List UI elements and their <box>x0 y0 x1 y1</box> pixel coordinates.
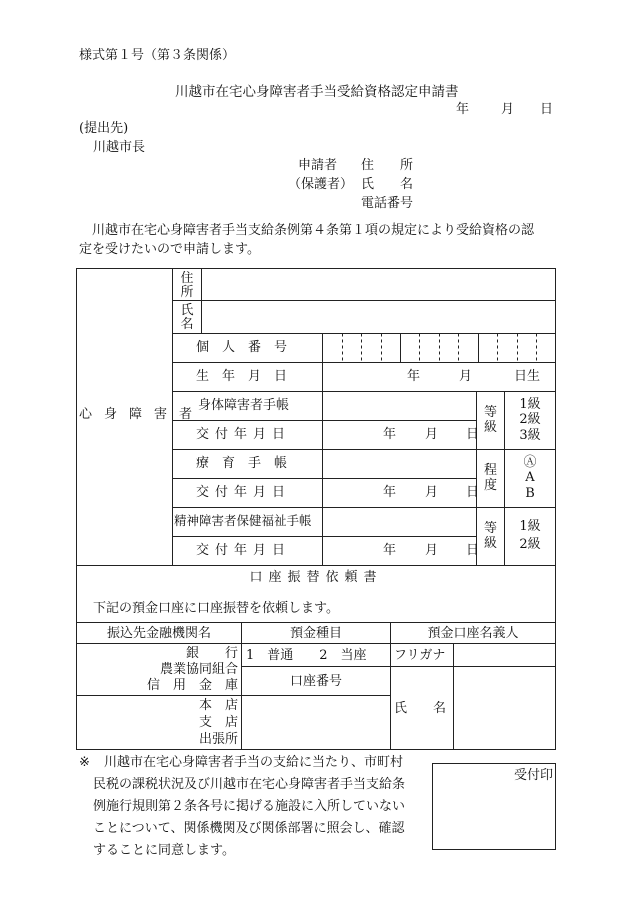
applicant-name-label: 氏 名 <box>361 177 414 192</box>
mental-health-book-label: 精神障害者保健福祉手帳 <box>174 513 312 528</box>
applicant-phone-label: 電話番号 <box>361 196 414 211</box>
col-holder-header: 預金口座名義人 <box>427 626 519 641</box>
submit-to-label: (提出先) <box>79 121 129 136</box>
my-number-label: 個 人 番 号 <box>196 340 288 355</box>
body-text-line1: 川越市在宅心身障害者手当支給条例第４条第１項の規定により受給資格の認 <box>79 223 535 238</box>
consent-note-line3: 例施行規則第２条各号に掲げる施設に入所していない <box>93 799 406 814</box>
birth-year-unit: 年 <box>407 369 421 384</box>
consent-note-line2: 民税の課税状況及び川越市在宅心身障害者手当支給条 <box>93 777 406 792</box>
ryoiku-issue-day-unit: 日 <box>466 485 480 500</box>
furigana-label: フリガナ <box>394 648 446 663</box>
reception-stamp-label: 受付印 <box>514 768 554 783</box>
date-day-label: 日 <box>540 102 554 117</box>
birth-month-unit: 月 <box>459 369 473 384</box>
mental-issue-date-label: 交付年月日 <box>196 543 292 558</box>
mental-grade-2[interactable]: 2級 <box>519 537 541 552</box>
birth-day-unit: 日生 <box>514 369 541 384</box>
holder-name-label: 氏 名 <box>394 701 447 716</box>
physical-grade-label: 等 級 <box>483 405 497 435</box>
bank-type-shinkin: 信 用 金 庫 <box>146 678 238 693</box>
ryoiku-issue-year-unit: 年 <box>383 485 397 500</box>
date-year-label: 年 <box>456 102 470 117</box>
branch-type-main: 本 店 <box>198 698 238 713</box>
physical-issue-date-label: 交付年月日 <box>196 427 292 442</box>
transfer-request-text: 下記の預金口座に口座振替を依頼します。 <box>93 601 339 616</box>
guardian-label: （保護者） <box>288 177 354 192</box>
physical-grade-1[interactable]: 1級 <box>519 397 541 412</box>
ryoiku-issue-date-label: 交付年月日 <box>196 485 292 500</box>
ryoiku-degree-a[interactable]: A <box>525 470 535 485</box>
ryoiku-book-label: 療 育 手 帳 <box>196 456 288 471</box>
mental-issue-month-unit: 月 <box>425 543 439 558</box>
form-number: 様式第１号（第３条関係） <box>79 48 236 63</box>
body-text-line2: 定を受けたいので申請します。 <box>79 242 260 257</box>
mental-issue-day-unit: 日 <box>466 543 480 558</box>
ryoiku-degree-a-circled[interactable]: Ⓐ <box>523 455 537 470</box>
consent-note-line5: することに同意します。 <box>93 843 235 858</box>
physical-issue-month-unit: 月 <box>425 427 439 442</box>
applicant-label: 申請者 <box>298 158 338 173</box>
furigana-field[interactable] <box>454 644 555 666</box>
account-number-label: 口座番号 <box>289 674 342 689</box>
form-title: 川越市在宅心身障害者手当受給資格認定申請書 <box>175 84 459 100</box>
account-number-field[interactable] <box>242 696 390 749</box>
my-number-field[interactable] <box>323 334 555 362</box>
name-field[interactable] <box>202 301 555 333</box>
col-bank-header: 振込先金融機関名 <box>106 626 211 641</box>
person-with-disability-label: 心身障害者 <box>79 407 205 422</box>
branch-type-branch: 支 店 <box>198 715 238 730</box>
mental-issue-year-unit: 年 <box>383 543 397 558</box>
address-field[interactable] <box>202 269 555 300</box>
transfer-heading: 口座振替依頼書 <box>249 570 383 585</box>
bank-type-bank: 銀 行 <box>185 646 238 661</box>
name-row-label: 氏 名 <box>180 303 194 332</box>
bank-type-agri-coop: 農業協同組合 <box>159 662 238 677</box>
date-month-label: 月 <box>501 102 515 117</box>
address-row-label: 住 所 <box>180 271 194 300</box>
ryoiku-degree-b[interactable]: B <box>525 486 535 501</box>
physical-issue-year-unit: 年 <box>383 427 397 442</box>
holder-name-field[interactable] <box>454 667 555 749</box>
physical-grade-2[interactable]: 2級 <box>519 412 541 427</box>
deposit-type-options[interactable]: 1 普通 2 当座 <box>246 648 367 663</box>
ryoiku-issue-month-unit: 月 <box>425 485 439 500</box>
col-deposit-type-header: 預金種目 <box>289 626 342 641</box>
consent-note-line4: ことについて、関係機関及び関係部署に照会し、確認 <box>93 821 405 836</box>
mayor-label: 川越市長 <box>93 140 146 155</box>
branch-type-office: 出張所 <box>198 732 238 747</box>
physical-grade-3[interactable]: 3級 <box>519 428 541 443</box>
ryoiku-degree-label: 程 度 <box>483 463 497 493</box>
applicant-address-label: 住 所 <box>361 158 414 173</box>
note-mark: ※ <box>79 755 90 770</box>
consent-note-line1: 川越市在宅心身障害者手当の支給に当たり、市町村 <box>104 755 404 770</box>
physical-disability-book-label: 身体障害者手帳 <box>198 398 290 413</box>
mental-grade-label: 等 級 <box>483 521 497 551</box>
mental-grade-1[interactable]: 1級 <box>519 519 541 534</box>
physical-issue-day-unit: 日 <box>466 427 480 442</box>
birth-date-label: 生 年 月 日 <box>196 369 288 384</box>
